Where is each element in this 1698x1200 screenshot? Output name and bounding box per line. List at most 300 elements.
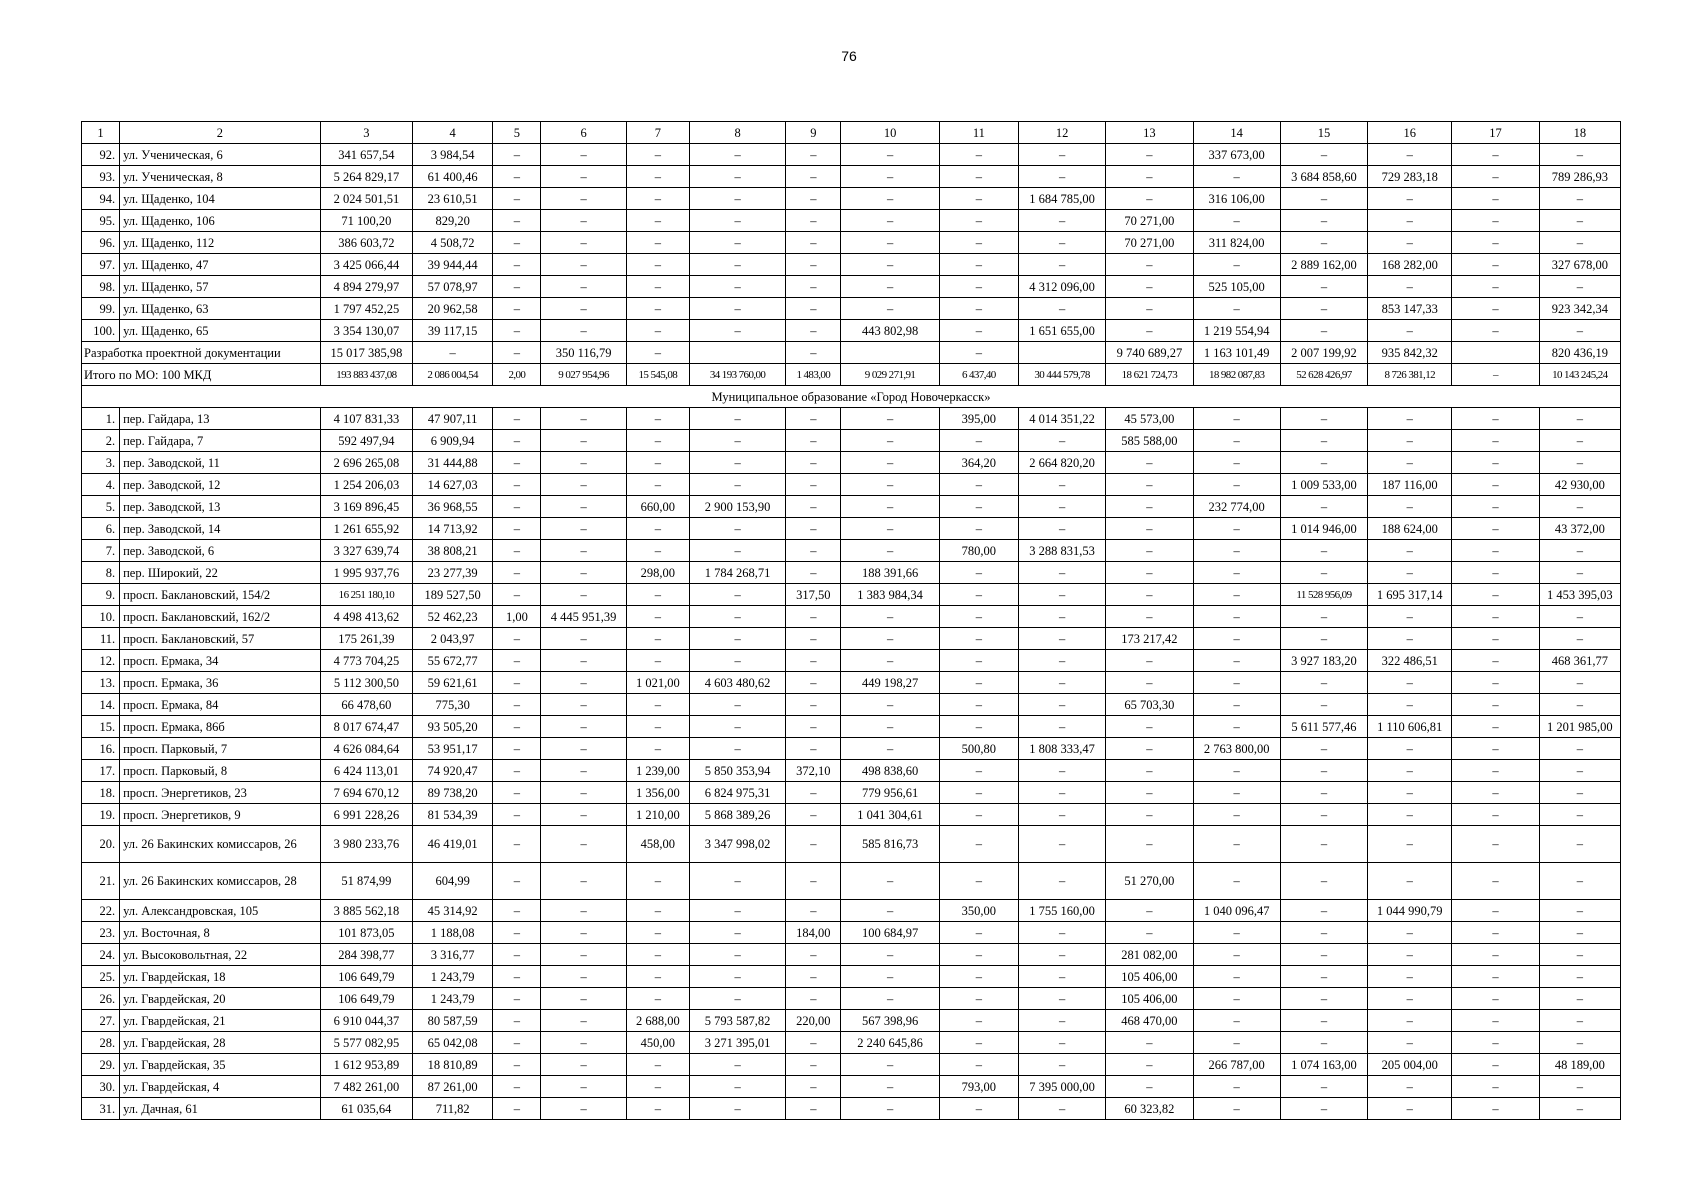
address-cell: пер. Заводской, 13 — [120, 496, 321, 518]
value-cell: – — [626, 988, 689, 1010]
value-cell: – — [939, 650, 1018, 672]
value-cell: – — [1018, 210, 1105, 232]
value-cell: – — [1368, 606, 1452, 628]
table-row — [82, 320, 1621, 342]
value-cell: – — [841, 144, 939, 166]
value-cell: 1 356,00 — [626, 782, 689, 804]
value-cell: 317,50 — [786, 584, 841, 606]
value-cell: 60 323,82 — [1106, 1098, 1193, 1120]
row-number: 25. — [82, 966, 120, 988]
value-cell: – — [841, 452, 939, 474]
value-cell: 3 354 130,07 — [320, 320, 412, 342]
row-number: 100. — [82, 320, 120, 342]
value-cell: – — [1018, 1054, 1105, 1076]
row-number: 31. — [82, 1098, 120, 1120]
value-cell: 4 626 084,64 — [320, 738, 412, 760]
value-cell: – — [939, 672, 1018, 694]
value-cell: 14 627,03 — [413, 474, 493, 496]
address-cell: ул. Щаденко, 65 — [120, 320, 321, 342]
row-number: 92. — [82, 144, 120, 166]
header-row — [82, 122, 1621, 144]
value-cell: – — [786, 1032, 841, 1054]
total-value-cell: 18 621 724,73 — [1106, 364, 1193, 386]
value-cell: – — [939, 760, 1018, 782]
value-cell: – — [1193, 518, 1280, 540]
value-cell: – — [1018, 944, 1105, 966]
value-cell: 592 497,94 — [320, 430, 412, 452]
value-cell: – — [1193, 863, 1280, 900]
value-cell: 2 688,00 — [626, 1010, 689, 1032]
value-cell: 3 327 639,74 — [320, 540, 412, 562]
address-cell: пер. Широкий, 22 — [120, 562, 321, 584]
row-number: 96. — [82, 232, 120, 254]
value-cell: – — [786, 144, 841, 166]
value-cell: – — [1106, 298, 1193, 320]
value-cell: – — [1452, 694, 1539, 716]
value-cell: – — [626, 452, 689, 474]
value-cell: – — [541, 430, 626, 452]
value-cell: – — [939, 694, 1018, 716]
value-cell: 1 995 937,76 — [320, 562, 412, 584]
value-cell: – — [1452, 716, 1539, 738]
total-value-cell: 8 726 381,12 — [1368, 364, 1452, 386]
value-cell: 87 261,00 — [413, 1076, 493, 1098]
value-cell: 3 984,54 — [413, 144, 493, 166]
value-cell: – — [1018, 1032, 1105, 1054]
value-cell: – — [689, 922, 785, 944]
value-cell: – — [939, 210, 1018, 232]
value-cell: 4 014 351,22 — [1018, 408, 1105, 430]
value-cell: 105 406,00 — [1106, 988, 1193, 1010]
value-cell: 232 774,00 — [1193, 496, 1280, 518]
value-cell: 7 482 261,00 — [320, 1076, 412, 1098]
value-cell: – — [1193, 1098, 1280, 1120]
value-cell: – — [1106, 144, 1193, 166]
table-row — [82, 1076, 1621, 1098]
table-row — [82, 496, 1621, 518]
value-cell: – — [541, 298, 626, 320]
value-cell: 316 106,00 — [1193, 188, 1280, 210]
value-cell: – — [493, 966, 541, 988]
value-cell: 500,80 — [939, 738, 1018, 760]
value-cell: – — [1452, 606, 1539, 628]
row-number: 93. — [82, 166, 120, 188]
value-cell: – — [1539, 922, 1620, 944]
table-row — [82, 430, 1621, 452]
address-cell: просп. Баклановский, 162/2 — [120, 606, 321, 628]
table-row — [82, 562, 1621, 584]
value-cell: – — [1452, 210, 1539, 232]
value-cell: – — [1368, 694, 1452, 716]
value-cell: – — [1539, 782, 1620, 804]
value-cell: – — [1193, 804, 1280, 826]
value-cell: – — [786, 1054, 841, 1076]
column-header: 2 — [120, 122, 321, 144]
value-cell: 1 021,00 — [626, 672, 689, 694]
table-row — [82, 188, 1621, 210]
summary-rows — [82, 342, 1621, 408]
address-cell: ул. Щаденко, 57 — [120, 276, 321, 298]
value-cell: – — [689, 863, 785, 900]
value-cell: – — [493, 298, 541, 320]
value-cell: – — [786, 1076, 841, 1098]
value-cell: – — [689, 944, 785, 966]
value-cell: – — [1018, 562, 1105, 584]
value-cell: – — [493, 430, 541, 452]
row-number: 9. — [82, 584, 120, 606]
value-cell: 284 398,77 — [320, 944, 412, 966]
value-cell: – — [1368, 944, 1452, 966]
value-cell: – — [1193, 408, 1280, 430]
value-cell: 20 962,58 — [413, 298, 493, 320]
value-cell: 1 009 533,00 — [1280, 474, 1367, 496]
column-header: 7 — [626, 122, 689, 144]
value-cell: – — [1106, 474, 1193, 496]
design-docs-row — [82, 342, 1621, 364]
value-cell: – — [786, 694, 841, 716]
value-cell: 5 850 353,94 — [689, 760, 785, 782]
row-number: 13. — [82, 672, 120, 694]
value-cell: 51 874,99 — [320, 863, 412, 900]
address-cell: ул. Ученическая, 8 — [120, 166, 321, 188]
value-cell: – — [1193, 254, 1280, 276]
address-cell: просп. Ермака, 86б — [120, 716, 321, 738]
address-cell: пер. Гайдара, 13 — [120, 408, 321, 430]
table-body-first — [82, 122, 1621, 342]
value-cell: – — [1368, 320, 1452, 342]
value-cell: 4 508,72 — [413, 232, 493, 254]
value-cell: – — [493, 716, 541, 738]
row-number: 21. — [82, 863, 120, 900]
value-cell: – — [841, 1098, 939, 1120]
value-cell: – — [1280, 760, 1367, 782]
table-row — [82, 474, 1621, 496]
value-cell: – — [493, 900, 541, 922]
value-cell: 793,00 — [939, 1076, 1018, 1098]
value-cell: – — [1280, 540, 1367, 562]
value-cell: – — [1280, 606, 1367, 628]
value-cell: – — [939, 144, 1018, 166]
value-cell: – — [689, 518, 785, 540]
value-cell: – — [493, 988, 541, 1010]
value-cell: – — [626, 276, 689, 298]
value-cell: – — [1280, 826, 1367, 863]
value-cell: – — [1193, 562, 1280, 584]
table-row — [82, 584, 1621, 606]
address-cell: ул. 26 Бакинских комиссаров, 26 — [120, 826, 321, 863]
address-cell: ул. Щаденко, 47 — [120, 254, 321, 276]
value-cell: – — [1368, 232, 1452, 254]
value-cell: – — [1280, 452, 1367, 474]
value-cell: – — [1452, 408, 1539, 430]
value-cell: – — [1193, 628, 1280, 650]
value-cell: – — [493, 826, 541, 863]
value-cell: – — [1280, 782, 1367, 804]
value-cell: – — [786, 496, 841, 518]
value-cell: – — [626, 1076, 689, 1098]
value-cell: 57 078,97 — [413, 276, 493, 298]
value-cell: – — [626, 650, 689, 672]
value-cell: 47 907,11 — [413, 408, 493, 430]
value-cell: – — [541, 650, 626, 672]
value-cell: – — [1018, 298, 1105, 320]
value-cell: – — [1018, 804, 1105, 826]
value-cell: – — [626, 408, 689, 430]
value-cell: 1 261 655,92 — [320, 518, 412, 540]
value-cell: – — [786, 210, 841, 232]
column-header: 12 — [1018, 122, 1105, 144]
value-cell: – — [689, 540, 785, 562]
value-cell: 74 920,47 — [413, 760, 493, 782]
value-cell: – — [689, 452, 785, 474]
value-cell: – — [541, 232, 626, 254]
value-cell: 2 024 501,51 — [320, 188, 412, 210]
value-cell: – — [1280, 863, 1367, 900]
value-cell: – — [626, 474, 689, 496]
value-cell: – — [493, 760, 541, 782]
value-cell: 3 288 831,53 — [1018, 540, 1105, 562]
value-cell: – — [939, 826, 1018, 863]
value-cell: – — [1452, 672, 1539, 694]
value-cell: – — [841, 276, 939, 298]
address-cell: ул. Щаденко, 112 — [120, 232, 321, 254]
value-cell: – — [1193, 966, 1280, 988]
value-cell: – — [1280, 1010, 1367, 1032]
value-cell: 1 040 096,47 — [1193, 900, 1280, 922]
value-cell: 4 894 279,97 — [320, 276, 412, 298]
value-cell: 1 239,00 — [626, 760, 689, 782]
address-cell: ул. Щаденко, 63 — [120, 298, 321, 320]
value-cell: – — [1106, 900, 1193, 922]
value-cell: 1 219 554,94 — [1193, 320, 1280, 342]
value-cell: – — [1018, 628, 1105, 650]
value-cell: 65 042,08 — [413, 1032, 493, 1054]
design-docs-label: Разработка проектной документации — [82, 342, 321, 364]
value-cell: – — [1193, 922, 1280, 944]
value-cell: 61 400,46 — [413, 166, 493, 188]
value-cell: – — [1452, 1032, 1539, 1054]
value-cell: 567 398,96 — [841, 1010, 939, 1032]
value-cell: – — [1018, 650, 1105, 672]
table-row — [82, 232, 1621, 254]
value-cell: – — [626, 210, 689, 232]
value-cell: 8 017 674,47 — [320, 716, 412, 738]
value-cell: – — [786, 650, 841, 672]
value-cell: 175 261,39 — [320, 628, 412, 650]
value-cell: – — [939, 988, 1018, 1010]
section-title: Муниципальное образование «Город Новочеркасск» — [82, 386, 1621, 408]
value-cell: – — [1193, 672, 1280, 694]
column-header: 4 — [413, 122, 493, 144]
value-cell: – — [1368, 738, 1452, 760]
value-cell: – — [1452, 760, 1539, 782]
value-cell: – — [626, 1098, 689, 1120]
value-cell: – — [939, 1098, 1018, 1120]
value-cell: – — [493, 562, 541, 584]
value-cell: – — [1539, 1010, 1620, 1032]
value-cell: – — [1539, 408, 1620, 430]
value-cell: – — [841, 1054, 939, 1076]
value-cell: – — [541, 900, 626, 922]
value-cell: 322 486,51 — [1368, 650, 1452, 672]
value-cell: – — [1452, 944, 1539, 966]
design-value-cell: 350 116,79 — [541, 342, 626, 364]
estimate-table — [81, 121, 1621, 1120]
value-cell: – — [841, 188, 939, 210]
value-cell: – — [1106, 320, 1193, 342]
value-cell: – — [939, 584, 1018, 606]
value-cell: – — [1106, 1032, 1193, 1054]
value-cell: 52 462,23 — [413, 606, 493, 628]
value-cell: – — [1018, 1010, 1105, 1032]
value-cell: 81 534,39 — [413, 804, 493, 826]
value-cell: – — [841, 716, 939, 738]
value-cell: – — [1452, 562, 1539, 584]
value-cell: – — [841, 430, 939, 452]
value-cell: – — [841, 966, 939, 988]
table-row — [82, 1054, 1621, 1076]
value-cell: – — [841, 628, 939, 650]
address-cell: просп. Парковый, 8 — [120, 760, 321, 782]
value-cell: 45 314,92 — [413, 900, 493, 922]
value-cell: – — [1452, 232, 1539, 254]
address-cell: просп. Ермака, 34 — [120, 650, 321, 672]
value-cell: 4 773 704,25 — [320, 650, 412, 672]
value-cell: – — [841, 496, 939, 518]
row-number: 5. — [82, 496, 120, 518]
value-cell: – — [541, 1076, 626, 1098]
value-cell: – — [1539, 562, 1620, 584]
value-cell: 189 527,50 — [413, 584, 493, 606]
column-header: 9 — [786, 122, 841, 144]
value-cell: 23 610,51 — [413, 188, 493, 210]
value-cell: – — [841, 474, 939, 496]
value-cell: – — [1452, 188, 1539, 210]
value-cell: – — [1452, 1076, 1539, 1098]
value-cell: – — [1018, 966, 1105, 988]
value-cell: – — [841, 254, 939, 276]
value-cell: 711,82 — [413, 1098, 493, 1120]
value-cell: – — [1193, 1076, 1280, 1098]
value-cell: – — [939, 782, 1018, 804]
table-row — [82, 540, 1621, 562]
value-cell: 449 198,27 — [841, 672, 939, 694]
row-number: 14. — [82, 694, 120, 716]
value-cell: 93 505,20 — [413, 716, 493, 738]
address-cell: просп. Баклановский, 154/2 — [120, 584, 321, 606]
value-cell: 1 684 785,00 — [1018, 188, 1105, 210]
value-cell: 341 657,54 — [320, 144, 412, 166]
design-value-cell: 2 007 199,92 — [1280, 342, 1367, 364]
value-cell: – — [626, 738, 689, 760]
value-cell: – — [939, 944, 1018, 966]
value-cell: 3 980 233,76 — [320, 826, 412, 863]
value-cell: – — [1368, 496, 1452, 518]
value-cell: – — [689, 298, 785, 320]
row-number: 4. — [82, 474, 120, 496]
value-cell: – — [939, 320, 1018, 342]
value-cell: – — [493, 1032, 541, 1054]
value-cell: – — [1539, 944, 1620, 966]
table-row — [82, 716, 1621, 738]
value-cell: – — [1539, 738, 1620, 760]
value-cell: – — [493, 650, 541, 672]
value-cell: – — [1368, 540, 1452, 562]
row-number: 16. — [82, 738, 120, 760]
value-cell: 2 889 162,00 — [1280, 254, 1367, 276]
value-cell: – — [493, 320, 541, 342]
value-cell: – — [541, 988, 626, 1010]
value-cell: – — [689, 1098, 785, 1120]
value-cell: 42 930,00 — [1539, 474, 1620, 496]
value-cell: – — [841, 1076, 939, 1098]
row-number: 94. — [82, 188, 120, 210]
value-cell: – — [1280, 320, 1367, 342]
value-cell: – — [689, 584, 785, 606]
row-number: 98. — [82, 276, 120, 298]
value-cell: – — [786, 518, 841, 540]
value-cell: – — [939, 298, 1018, 320]
value-cell: – — [626, 254, 689, 276]
value-cell: – — [626, 298, 689, 320]
value-cell: 7 694 670,12 — [320, 782, 412, 804]
value-cell: 5 793 587,82 — [689, 1010, 785, 1032]
total-row — [82, 364, 1621, 386]
value-cell: – — [1368, 452, 1452, 474]
value-cell: – — [786, 863, 841, 900]
value-cell: – — [1193, 716, 1280, 738]
value-cell: – — [1106, 760, 1193, 782]
value-cell: – — [1193, 988, 1280, 1010]
value-cell: 168 282,00 — [1368, 254, 1452, 276]
value-cell: – — [689, 408, 785, 430]
column-header: 15 — [1280, 122, 1367, 144]
value-cell: – — [1106, 518, 1193, 540]
value-cell: 5 611 577,46 — [1280, 716, 1367, 738]
value-cell: – — [541, 628, 626, 650]
value-cell: – — [689, 716, 785, 738]
address-cell: просп. Баклановский, 57 — [120, 628, 321, 650]
column-header: 8 — [689, 122, 785, 144]
design-value-cell — [1452, 342, 1539, 364]
value-cell: – — [493, 518, 541, 540]
value-cell: – — [626, 166, 689, 188]
total-value-cell: 10 143 245,24 — [1539, 364, 1620, 386]
value-cell: 3 271 395,01 — [689, 1032, 785, 1054]
value-cell: – — [1452, 863, 1539, 900]
value-cell: 31 444,88 — [413, 452, 493, 474]
value-cell: 101 873,05 — [320, 922, 412, 944]
value-cell: – — [1539, 210, 1620, 232]
table-row — [82, 922, 1621, 944]
value-cell: – — [541, 408, 626, 430]
value-cell: – — [1018, 672, 1105, 694]
value-cell: – — [1368, 760, 1452, 782]
value-cell: 660,00 — [626, 496, 689, 518]
value-cell: 80 587,59 — [413, 1010, 493, 1032]
value-cell: – — [1280, 944, 1367, 966]
value-cell: – — [939, 1032, 1018, 1054]
value-cell: – — [1368, 672, 1452, 694]
value-cell: – — [689, 1054, 785, 1076]
value-cell: 779 956,61 — [841, 782, 939, 804]
value-cell: – — [1018, 716, 1105, 738]
row-number: 7. — [82, 540, 120, 562]
value-cell: – — [541, 474, 626, 496]
value-cell: 1 695 317,14 — [1368, 584, 1452, 606]
row-number: 99. — [82, 298, 120, 320]
value-cell: – — [1018, 760, 1105, 782]
